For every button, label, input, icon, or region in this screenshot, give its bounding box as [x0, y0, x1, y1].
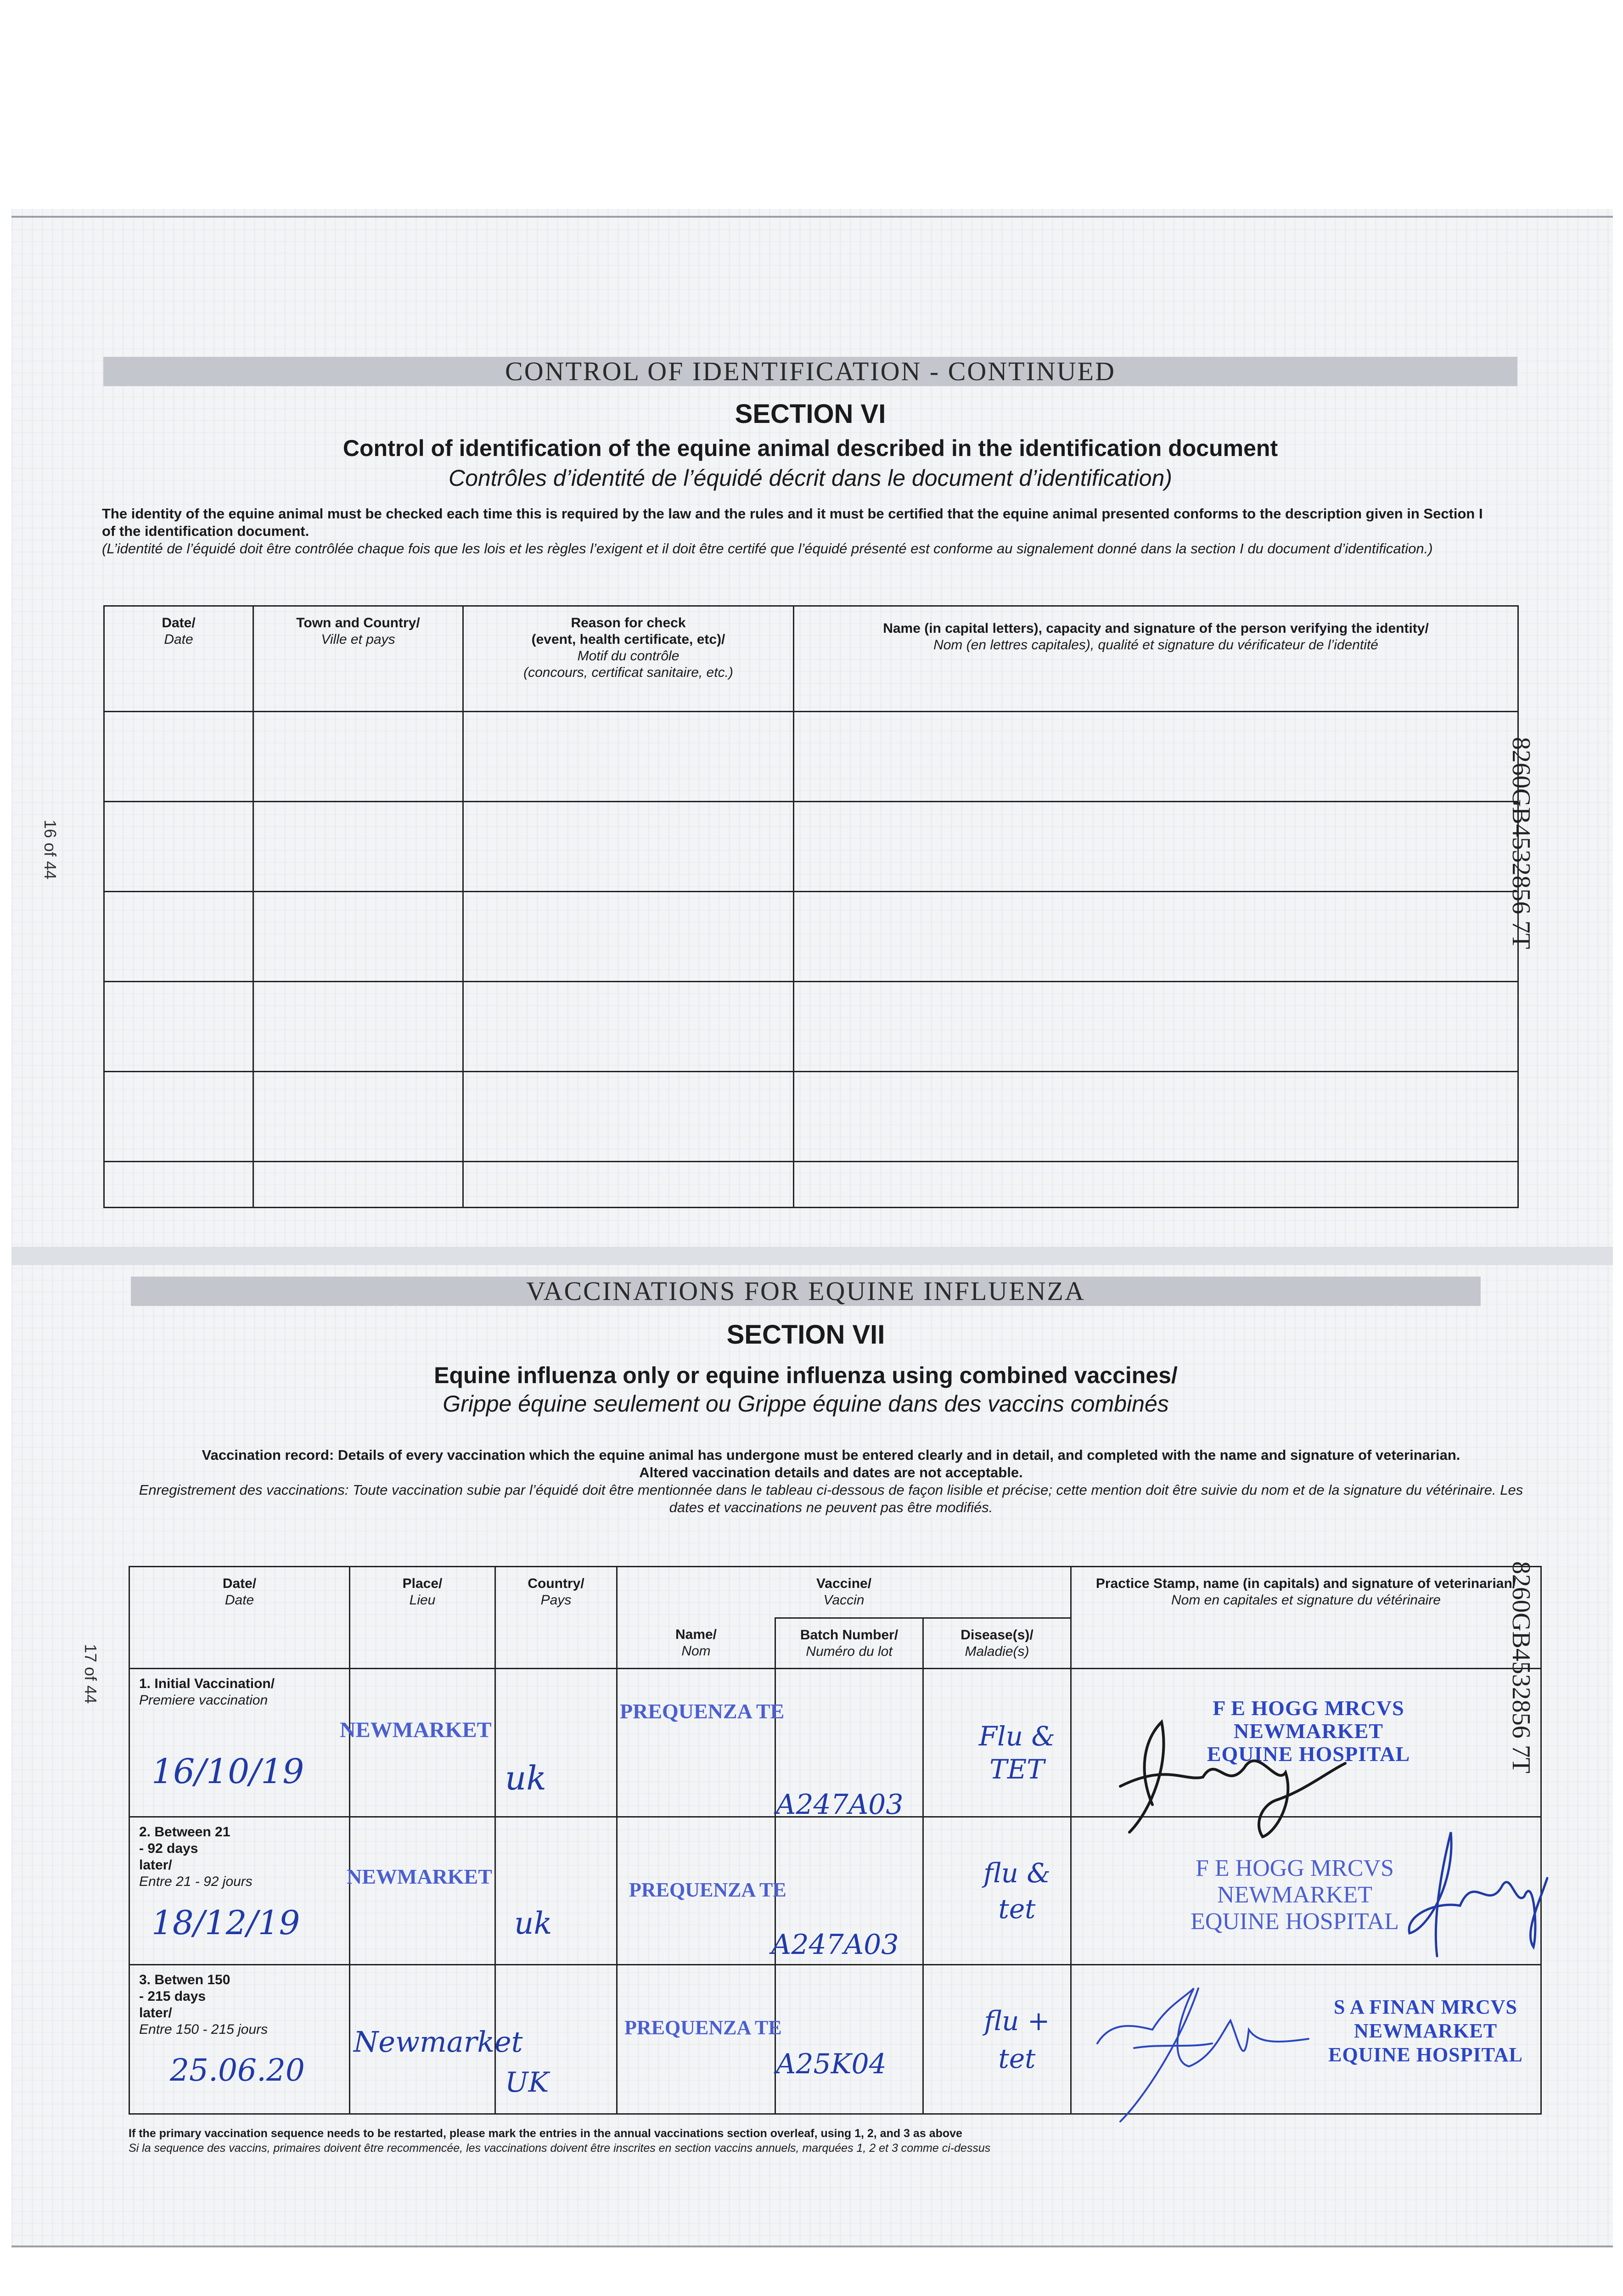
table-row [104, 1162, 1518, 1208]
passport-id-lower: 8260GB4532856 7T [1507, 1561, 1535, 1773]
vaccination-1-country: uk [505, 1759, 546, 1797]
table-row [104, 802, 1518, 892]
table-row [104, 1072, 1518, 1162]
row-label-2: 2. Between 21 - 92 days later/ Entre 21 - 92 jours [129, 1817, 350, 1965]
section7-intro-en-2: Altered vaccination details and dates are not acceptable. [639, 1464, 1023, 1480]
vaccination-2-batch: A247A03 [771, 1929, 899, 1961]
footer-en: If the primary vaccination sequence needs to be restarted, please mark the entries in the annual vaccinations section overleaf, using 1, 2, and 3 as above [129, 2127, 962, 2140]
vaccination-3-place: Newmarket [354, 2025, 523, 2059]
vaccination-1-stamp: F E HOGG MRCVS NEWMARKET EQUINE HOSPITAL [1207, 1696, 1410, 1766]
col-vaccine: Vaccine/ Vaccin [617, 1567, 1071, 1618]
footer-fr: Si la sequence des vaccins, primaires doivent être recommencée, les vaccinations doivent être inscrites en section vaccins annuels, marquées 1, 2 et 3 comme ci-dessus [129, 2142, 991, 2155]
col-batch: Batch Number/ Numéro du lot [775, 1618, 923, 1669]
section7-banner: VACCINATIONS FOR EQUINE INFLUENZA [131, 1277, 1481, 1306]
page-divider [11, 1247, 1613, 1265]
col-date: Date/ Date [104, 606, 253, 712]
vaccination-1-disease: Flu & TET [978, 1721, 1056, 1785]
vaccination-2-place: NEWMARKET [347, 1865, 492, 1888]
page-fold-line-top [11, 216, 1613, 218]
col-country: Country/ Pays [495, 1567, 617, 1669]
table-row [104, 892, 1518, 982]
section7-intro-en-1: Vaccination record: Details of every vaccination which the equine animal has undergone must be entered clearly and in detail, and completed with the name and signature of veterinarian. [202, 1447, 1460, 1463]
section6-subtitle-fr: Contrôles d’identité de l’équidé décrit dans le document d’identification) [449, 465, 1172, 491]
vaccination-1-batch: A247A03 [776, 1789, 904, 1821]
col-town-country: Town and Country/ Ville et pays [253, 606, 463, 712]
passport-id-upper: 8260GB4532856 7T [1507, 737, 1535, 949]
vaccination-1-signature [1111, 1694, 1350, 1846]
section6-intro-en: The identity of the equine animal must be checked each time this is required by the law and the rules and it must be certified that the equine animal presented conforms to the description given in Section I of the identification document. [102, 506, 1483, 539]
row-label-3: 3. Betwen 150 - 215 days later/ Entre 150 - 215 jours [129, 1965, 350, 2114]
col-date: Date/ Date [129, 1567, 350, 1669]
section6-banner: CONTROL OF IDENTIFICATION - CONTINUED [103, 357, 1517, 386]
vaccination-1-vaccine-name: PREQUENZA TE [620, 1699, 785, 1723]
col-vaccine-name: Name/ Nom [617, 1618, 775, 1669]
page-number-17: 17 of 44 [81, 1644, 100, 1704]
vaccination-2-disease: flu & tet [983, 1857, 1051, 1925]
vaccination-1-date: 16/10/19 [152, 1752, 304, 1791]
vaccination-3-stamp: S A FINAN MRCVS NEWMARKET EQUINE HOSPITAL [1328, 1996, 1523, 2066]
vaccination-3-country: UK [505, 2066, 549, 2099]
page-fold-line-bottom [11, 2245, 1613, 2247]
vaccination-3-batch: A25K04 [776, 2048, 887, 2080]
vaccination-2-signature [1400, 1828, 1552, 1961]
vaccination-2-country: uk [514, 1906, 552, 1941]
identity-checks-table [103, 605, 1519, 1208]
section7-intro-fr: Enregistrement des vaccinations: Toute vaccination subie par l’équidé doit être mentionnée dans le tableau ci-dessous de façon lisible et précise; cette mention doit être suivie du nom et de la signature du vétérinaire. Les dates et vaccinations ne peuvent pas être modifiés. [139, 1482, 1523, 1515]
col-verifier: Name (in capital letters), capacity and signature of the person verifying the identity/ Nom (en lettres capitales), qualité et signature du vérificateur de l’identité [794, 606, 1518, 712]
vaccination-3-signature [1093, 1961, 1331, 2126]
vaccination-2-vaccine-name: PREQUENZA TE [629, 1879, 786, 1901]
vaccination-2-date: 18/12/19 [152, 1903, 300, 1942]
vaccinations-header-1 [129, 1567, 1541, 1618]
section7-subtitle-fr: Grippe équine seulement ou Grippe équine dans des vaccins combinés [443, 1391, 1169, 1417]
section6-intro-fr: (L’identité de l’équidé doit être contrôlée chaque fois que les lois et les règles l’exigent et il doit être certifé que l’équidé présenté est conforme au signalement donné dans la section I du document d’identification.) [102, 540, 1433, 557]
section7-footer [129, 2126, 1533, 2155]
table-row [104, 712, 1518, 802]
vaccination-1-place: NEWMARKET [340, 1718, 492, 1742]
page-number-16: 16 of 44 [41, 820, 60, 880]
vaccination-3-date: 25.06.20 [170, 2053, 305, 2088]
vaccination-2-stamp: F E HOGG MRCVS NEWMARKET EQUINE HOSPITAL [1191, 1855, 1399, 1935]
col-disease: Disease(s)/ Maladie(s) [923, 1618, 1071, 1669]
section7-intro [129, 1446, 1533, 1516]
col-stamp: Practice Stamp, name (in capitals) and signature of veterinarian/ Nom en capitales et signature du vétérinaire [1071, 1567, 1541, 1669]
section7-title: SECTION VII [726, 1320, 885, 1350]
identity-checks-header [104, 606, 1518, 712]
section6-intro [102, 505, 1498, 557]
table-row [104, 982, 1518, 1072]
section6-subtitle-en: Control of identification of the equine animal described in the identification document [343, 435, 1278, 461]
section6-title: SECTION VI [735, 399, 886, 429]
row-label-1: 1. Initial Vaccination/ Premiere vaccination [129, 1669, 350, 1817]
vaccination-3-disease: flu + tet [984, 2005, 1050, 2074]
col-reason: Reason for check (event, health certificate, etc)/ Motif du contrôle (concours, certificat sanitaire, etc.) [463, 606, 794, 712]
section7-subtitle-en: Equine influenza only or equine influenza using combined vaccines/ [434, 1362, 1178, 1388]
vaccination-3-vaccine-name: PREQUENZA TE [624, 2016, 782, 2039]
col-place: Place/ Lieu [350, 1567, 495, 1669]
